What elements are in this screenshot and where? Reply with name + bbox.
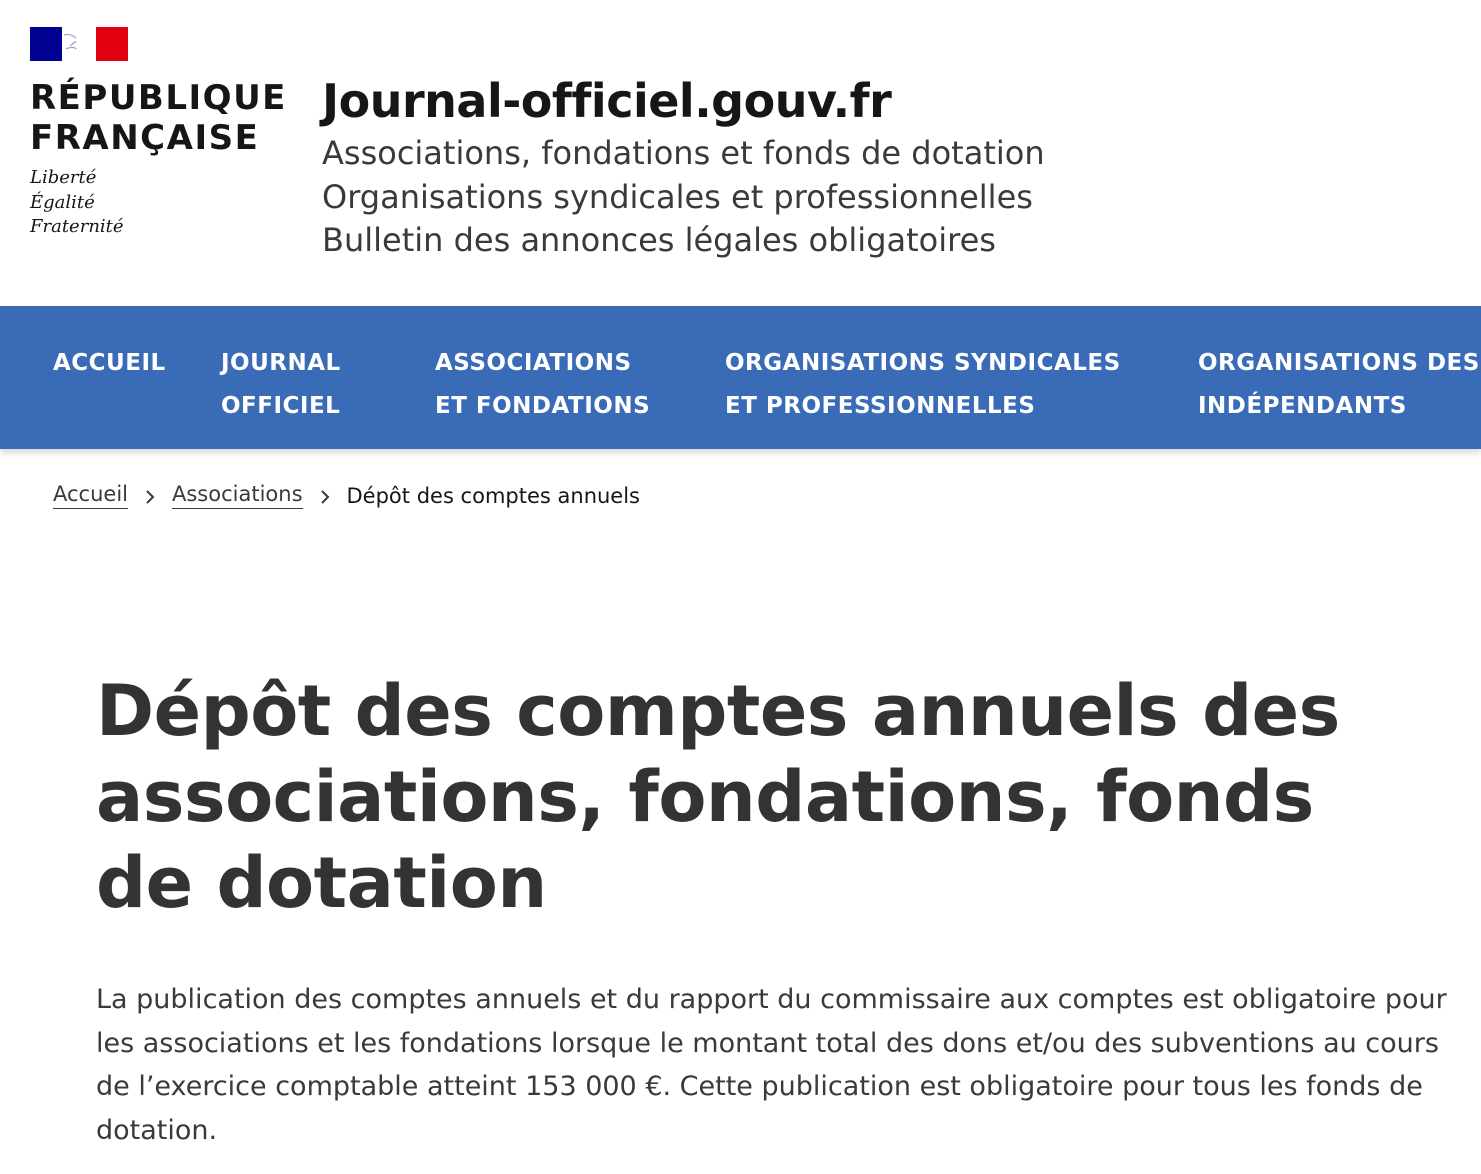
nav-label: ACCUEIL xyxy=(53,350,166,376)
marianne-icon xyxy=(62,27,95,61)
french-flag-logo[interactable] xyxy=(30,27,128,61)
nav-item-accueil[interactable] xyxy=(53,342,166,385)
tagline-line: Organisations syndicales et professionnelles xyxy=(322,177,1033,216)
nav-label: ET FONDATIONS xyxy=(435,393,651,419)
brand-line: RÉPUBLIQUE xyxy=(30,78,287,118)
site-title[interactable]: Journal-officiel.gouv.fr xyxy=(322,74,892,128)
nav-label: OFFICIEL xyxy=(221,393,341,419)
main-navigation xyxy=(0,306,1481,449)
motto-line: Égalité xyxy=(30,191,95,213)
nav-item-organisations-independants[interactable] xyxy=(1198,342,1480,428)
tagline-line: Bulletin des annonces légales obligatoires xyxy=(322,221,996,259)
site-header xyxy=(0,0,1481,306)
republique-francaise-brand[interactable] xyxy=(30,78,287,158)
breadcrumb-link-associations[interactable]: Associations xyxy=(172,482,303,509)
breadcrumb-current: Dépôt des comptes annuels xyxy=(346,483,641,508)
nav-item-associations[interactable] xyxy=(435,342,650,428)
chevron-right-icon xyxy=(128,484,172,508)
brand-line: FRANÇAISE xyxy=(30,118,260,158)
page-title: Dépôt des comptes annuels des associations, fondations, fonds de dotation xyxy=(96,670,1340,924)
nav-label: JOURNAL xyxy=(221,350,341,376)
nav-label: ORGANISATIONS DES xyxy=(1198,350,1480,376)
breadcrumb xyxy=(53,482,640,509)
nav-label: ORGANISATIONS SYNDICALES xyxy=(725,350,1121,376)
tagline-line: Associations, fondations et fonds de dotation xyxy=(322,134,1045,172)
nav-item-journal-officiel[interactable] xyxy=(221,342,341,428)
motto-line: Liberté xyxy=(30,167,97,188)
intro-paragraph: La publication des comptes annuels et du rapport du commissaire aux comptes est obligatoire pour les associations et les fondations lorsque le montant total des dons et/ou des subventions au cours de l’exercice comptable atteint 153 000 €. Cette publication est obligatoire pour tous les fonds de dotation. xyxy=(96,984,1447,1146)
nav-label: INDÉPENDANTS xyxy=(1198,393,1407,419)
motto-line: Fraternité xyxy=(30,216,124,237)
nav-item-organisations-syndicales[interactable] xyxy=(725,342,1121,428)
nav-label: ASSOCIATIONS xyxy=(435,350,632,376)
republic-motto xyxy=(30,166,124,240)
breadcrumb-link-accueil[interactable]: Accueil xyxy=(53,482,128,509)
nav-label: ET PROFESSIONNELLES xyxy=(725,393,1036,419)
chevron-right-icon xyxy=(303,484,347,508)
site-tagline xyxy=(322,132,1045,263)
